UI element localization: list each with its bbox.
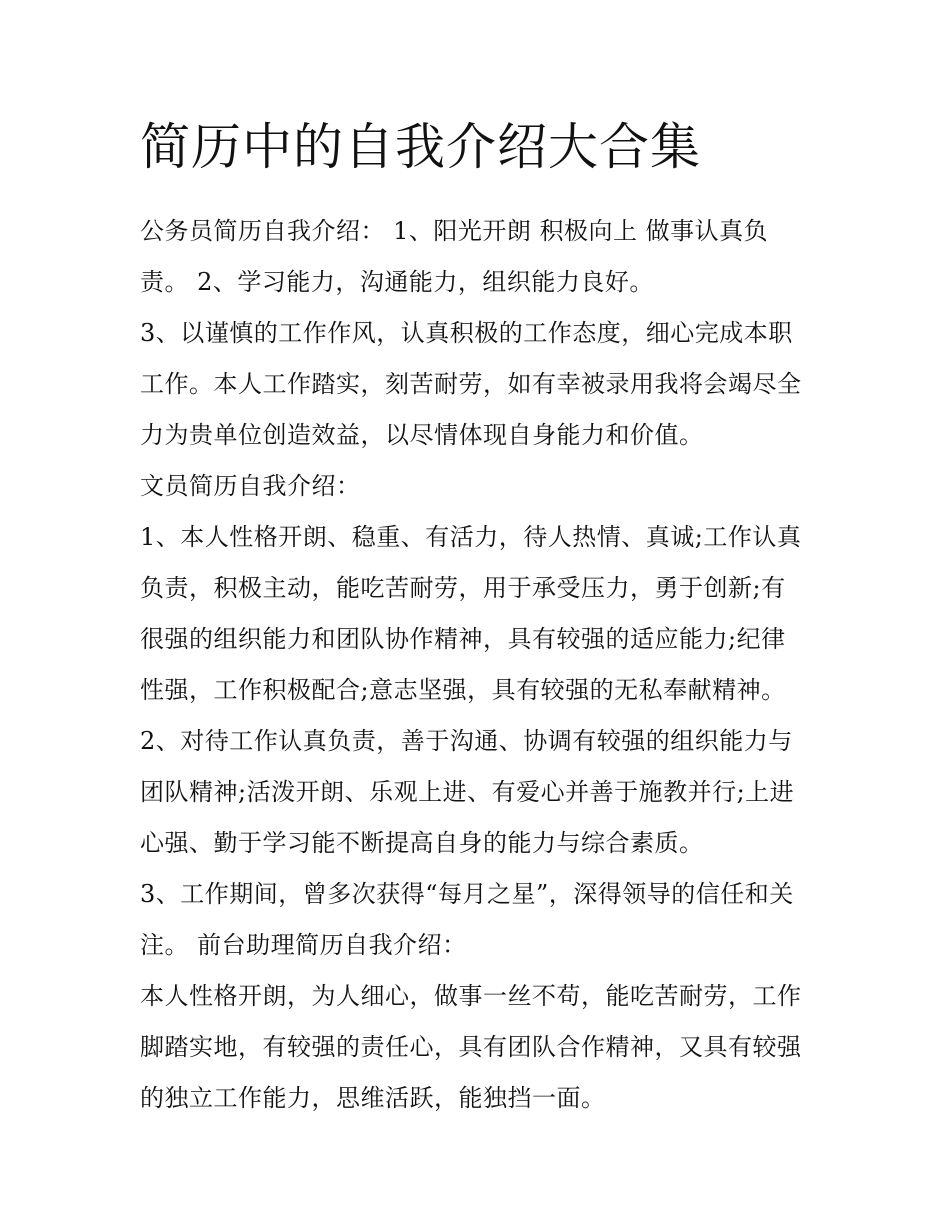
- text-line: 工作。本人工作踏实，刻苦耐劳，如有幸被录用我将会竭尽全: [140, 370, 802, 398]
- text-line: 3、工作期间，曾多次获得“每月之星”，深得领导的信任和关: [140, 880, 794, 908]
- text-line: 3、以谨慎的工作作风，认真积极的工作态度，细心完成本职: [140, 319, 793, 347]
- paragraph-receptionist-intro: [140, 971, 820, 1124]
- text-line: 公务员简历自我介绍： 1、阳光开朗 积极向上 做事认真负: [140, 217, 769, 245]
- text-line: 很强的组织能力和团队协作精神，具有较强的适应能力;纪律: [140, 625, 786, 653]
- section-heading-clerk: [140, 461, 820, 512]
- paragraph-clerk-point-2: [140, 716, 820, 869]
- document-page: [140, 112, 820, 1124]
- paragraph-clerk-point-1: [140, 512, 820, 716]
- paragraph-civil-servant-intro: [140, 206, 820, 308]
- text-line: 脚踏实地，有较强的责任心，具有团队合作精神，又具有较强: [140, 1033, 802, 1061]
- text-line: 文员简历自我介绍：: [140, 472, 361, 500]
- text-line: 力为贵单位创造效益，以尽情体现自身能力和价值。: [140, 421, 704, 449]
- text-line: 负责，积极主动，能吃苦耐劳，用于承受压力，勇于创新;有: [140, 574, 786, 602]
- text-line: 心强、勤于学习能不断提高自身的能力与综合素质。: [140, 829, 704, 857]
- text-line: 的独立工作能力，思维活跃，能独挡一面。: [140, 1084, 606, 1112]
- document-title: 简历中的自我介绍大合集: [140, 118, 701, 176]
- text-line: 2、对待工作认真负责，善于沟通、协调有较强的组织能力与: [140, 727, 793, 755]
- text-line: 注。 前台助理简历自我介绍：: [140, 931, 467, 959]
- paragraph-civil-servant-point-3: [140, 308, 820, 461]
- text-line: 责。 2、学习能力，沟通能力，组织能力良好。: [140, 268, 654, 296]
- paragraph-clerk-point-3: [140, 869, 820, 971]
- text-line: 性强，工作积极配合;意志坚强，具有较强的无私奉献精神。: [140, 676, 786, 704]
- text-line: 本人性格开朗，为人细心，做事一丝不苟，能吃苦耐劳，工作: [140, 982, 802, 1010]
- text-line: 团队精神;活泼开朗、乐观上进、有爱心并善于施教并行;上进: [140, 778, 795, 806]
- text-line: 1、本人性格开朗、稳重、有活力，待人热情、真诚;工作认真: [140, 523, 802, 551]
